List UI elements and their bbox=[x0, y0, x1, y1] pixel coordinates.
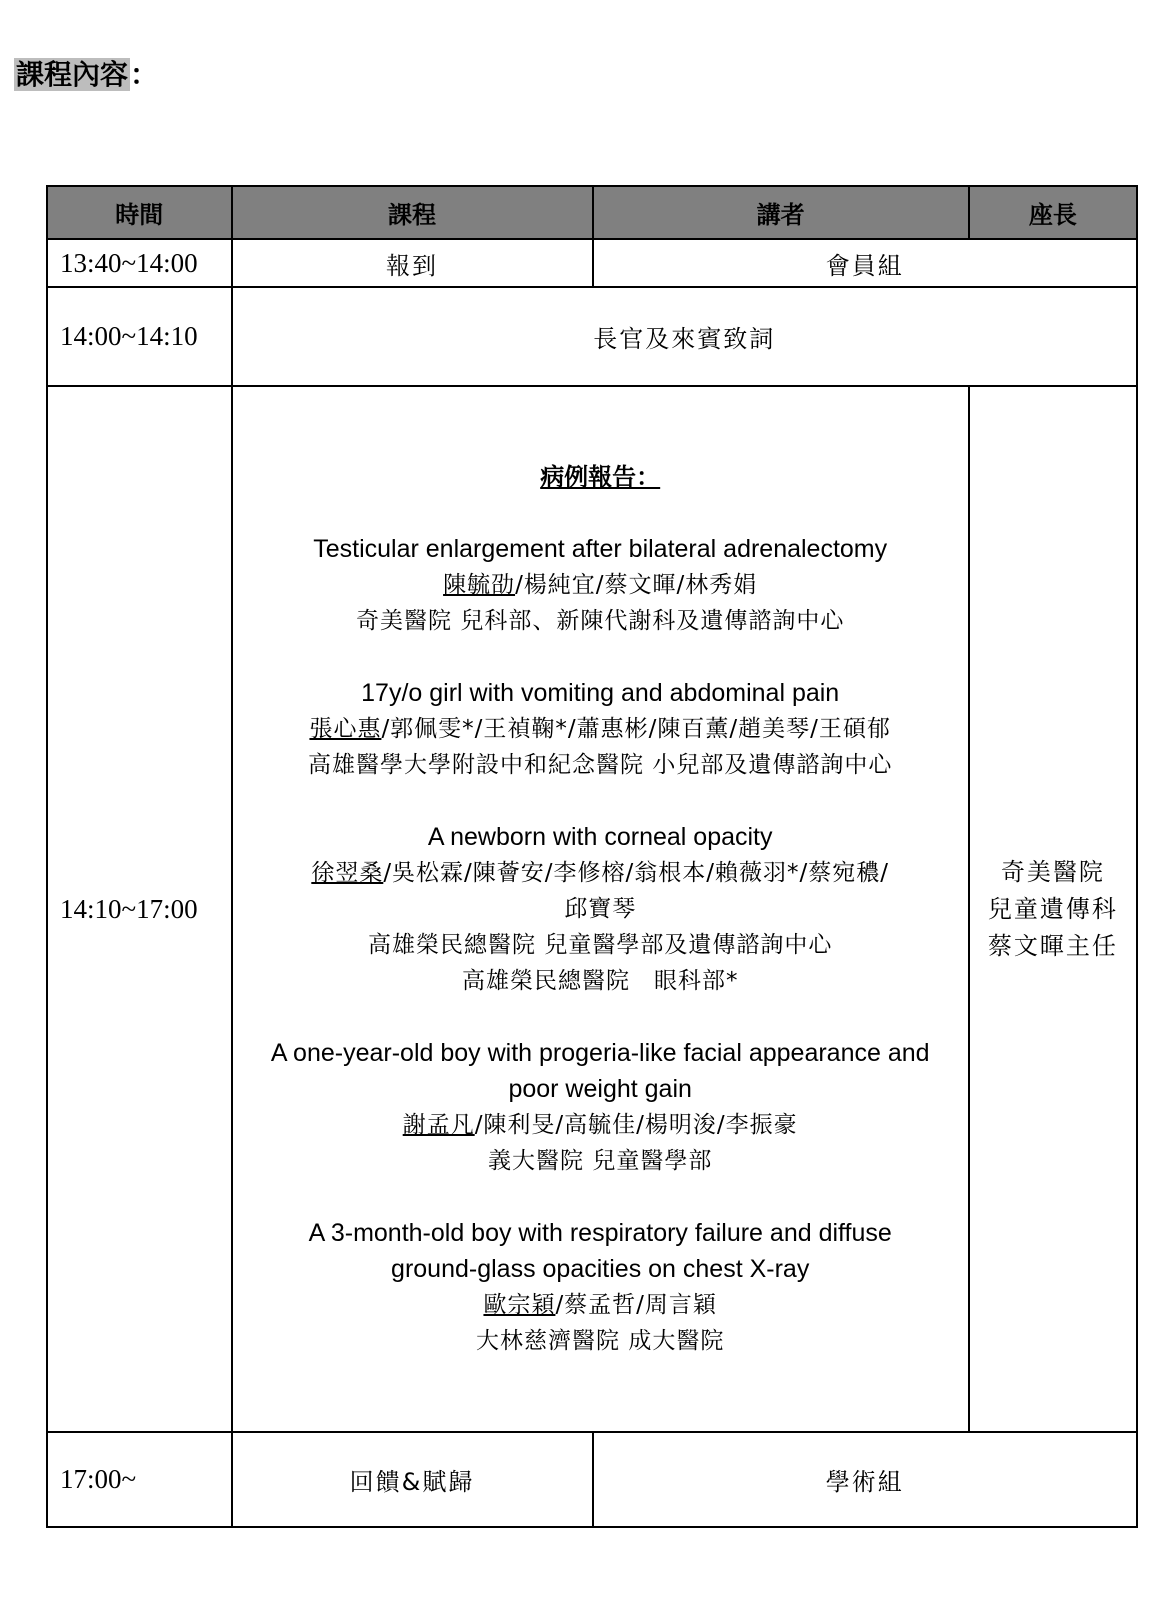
case-reports-cell bbox=[232, 386, 969, 1432]
case-institution-secondary: 高雄榮民總醫院 眼科部* bbox=[461, 968, 739, 994]
header-row bbox=[47, 186, 1137, 239]
first-author: 歐宗穎 bbox=[483, 1292, 556, 1318]
page-heading-label: 課程內容 bbox=[16, 58, 129, 91]
chair-hospital: 奇美醫院 bbox=[1000, 857, 1105, 886]
case-authors bbox=[233, 711, 968, 747]
case-authors bbox=[233, 855, 968, 891]
page-heading bbox=[14, 52, 158, 98]
case-title: Testicular enlargement after bilateral adrenalectomy bbox=[313, 535, 888, 563]
case-title: 17y/o girl with vomiting and abdominal pain bbox=[361, 679, 840, 707]
schedule-table bbox=[46, 185, 1138, 1528]
speaker-cell: 會員組 bbox=[593, 239, 1138, 287]
course-cell: 長官及來賓致詞 bbox=[232, 287, 1137, 386]
first-author: 徐翌桑 bbox=[311, 860, 384, 886]
time-cell: 13:40~14:00 bbox=[47, 239, 232, 287]
case-title: A newborn with corneal opacity bbox=[427, 823, 773, 851]
course-cell: 回饋&賦歸 bbox=[232, 1432, 593, 1527]
case-institution: 義大醫院 兒童醫學部 bbox=[488, 1148, 713, 1174]
case-title-continued: poor weight gain bbox=[508, 1075, 692, 1103]
other-authors: /蔡孟哲/周言穎 bbox=[555, 1292, 717, 1318]
case-title: A 3-month-old boy with respiratory failure and diffuse bbox=[308, 1219, 892, 1247]
case-title-continued: ground-glass opacities on chest X-ray bbox=[391, 1255, 810, 1283]
section-title: 病例報告： bbox=[540, 463, 661, 491]
case-institution: 高雄榮民總醫院 兒童醫學部及遺傳諮詢中心 bbox=[368, 932, 833, 958]
case-authors-continued: 邱寶琴 bbox=[564, 896, 637, 922]
case-authors bbox=[233, 1107, 968, 1143]
case-institution: 大林慈濟醫院 成大醫院 bbox=[476, 1328, 725, 1354]
header-chair: 座長 bbox=[969, 186, 1137, 239]
other-authors: /陳利旻/高毓佳/楊明浚/李振豪 bbox=[474, 1112, 798, 1138]
case-authors bbox=[233, 1287, 968, 1323]
time-cell: 14:10~17:00 bbox=[47, 386, 232, 1432]
table-row-registration bbox=[47, 239, 1137, 287]
header-time: 時間 bbox=[47, 186, 232, 239]
page-heading-colon: ： bbox=[130, 58, 159, 91]
case-report bbox=[233, 819, 968, 999]
case-institution: 高雄醫學大學附設中和紀念醫院 小兒部及遺傳諮詢中心 bbox=[308, 752, 893, 778]
case-report bbox=[233, 675, 968, 783]
case-report bbox=[233, 1035, 968, 1179]
speaker-cell: 學術組 bbox=[593, 1432, 1138, 1527]
course-cell: 報到 bbox=[232, 239, 593, 287]
table-row-opening bbox=[47, 287, 1137, 386]
case-report bbox=[233, 1215, 968, 1359]
first-author: 謝孟凡 bbox=[402, 1112, 475, 1138]
first-author: 陳毓劭 bbox=[443, 572, 516, 598]
other-authors: /楊純宜/蔡文暉/林秀娟 bbox=[515, 572, 758, 598]
case-institution: 奇美醫院 兒科部、新陳代謝科及遺傳諮詢中心 bbox=[356, 608, 845, 634]
time-cell: 14:00~14:10 bbox=[47, 287, 232, 386]
case-title: A one-year-old boy with progeria-like facial appearance and bbox=[270, 1039, 930, 1067]
case-report bbox=[233, 531, 968, 639]
header-speaker: 講者 bbox=[593, 186, 969, 239]
table-row-closing bbox=[47, 1432, 1137, 1527]
chair-person: 蔡文暉主任 bbox=[987, 931, 1118, 960]
other-authors: /郭佩雯*/王禎鞠*/蕭惠彬/陳百薰/趙美琴/王碩郁 bbox=[381, 716, 891, 742]
chair-cell bbox=[969, 386, 1137, 1432]
other-authors: /吳松霖/陳薈安/李修榕/翁根本/賴薇羽*/蔡宛穠/ bbox=[383, 860, 890, 886]
case-authors bbox=[233, 567, 968, 603]
table-row-case-reports bbox=[47, 386, 1137, 1432]
time-cell: 17:00~ bbox=[47, 1432, 232, 1527]
chair-department: 兒童遺傳科 bbox=[987, 894, 1118, 923]
first-author: 張心惠 bbox=[309, 716, 382, 742]
header-course: 課程 bbox=[232, 186, 593, 239]
